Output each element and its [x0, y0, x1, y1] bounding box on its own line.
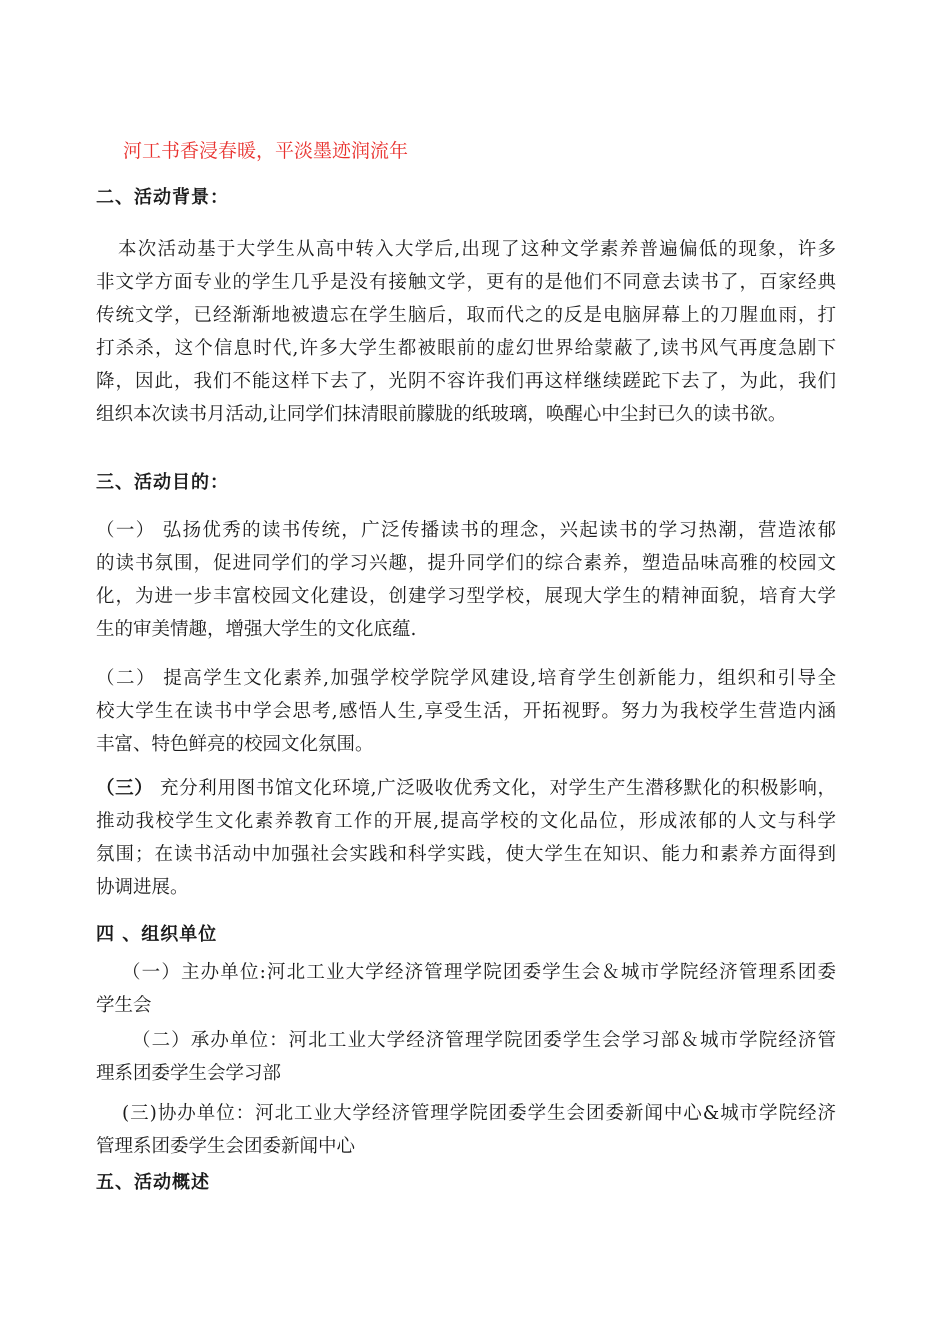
purpose-item-1-line: 的读书氛围，促进同学们的学习兴趣，提升同学们的综合素养，塑造品味高雅的校园文	[96, 553, 836, 574]
purpose-item-3	[96, 772, 836, 904]
section-2-line: 组织本次读书月活动,让同学们抹清眼前朦胧的纸玻璃，唤醒心中尘封已久的读书欲。	[96, 404, 787, 425]
organizer-unit	[96, 1024, 836, 1090]
purpose-item-2-line: 丰富、特色鲜亮的校园文化氛围。	[96, 734, 374, 755]
host-unit	[96, 956, 836, 1022]
organizer-unit-line: 理系团委学生会学习部	[96, 1063, 282, 1084]
purpose-item-1-line: （一） 弘扬优秀的读书传统，广泛传播读书的理念，兴起读书的学习热潮，营造浓郁	[96, 520, 836, 541]
purpose-item-3-line: 推动我校学生文化素养教育工作的开展,提高学校的文化品位，形成浓郁的人文与科学	[96, 811, 836, 832]
co-organizer-unit	[96, 1097, 836, 1163]
purpose-item-3-line: 氛围；在读书活动中加强社会实践和科学实践，使大学生在知识、能力和素养方面得到	[96, 844, 836, 865]
co-organizer-unit-line: (三)协办单位：河北工业大学经济管理学院团委学生会团委新闻中心&城市学院经济	[122, 1103, 836, 1124]
slogan: 河工书香浸春暖，平淡墨迹润流年	[123, 140, 409, 162]
purpose-item-1-line: 化，为进一步丰富校园文化建设，创建学习型学校，展现大学生的精神面貌，培育大学	[96, 586, 836, 607]
purpose-item-3-line: 协调进展。	[96, 877, 189, 898]
purpose-item-2	[96, 662, 836, 761]
section-2-line: 降，因此，我们不能这样下去了，光阴不容许我们再这样继续蹉跎下去了，为此，我们	[96, 371, 836, 392]
purpose-item-3-text: 充分利用图书馆文化环境,广泛吸收优秀文化，对学生产生潜移默化的积极影响，	[153, 778, 836, 799]
section-2-line: 本次活动基于大学生从高中转入大学后,出现了这种文学素养普遍偏低的现象，许多	[118, 239, 836, 260]
purpose-item-3-line	[96, 772, 836, 805]
host-unit-line: （一）主办单位:河北工业大学经济管理学院团委学生会＆城市学院经济管理系团委	[122, 962, 836, 983]
section-3-heading: 三、活动目的：	[96, 472, 229, 493]
section-2-heading: 二、活动背景：	[96, 187, 229, 208]
purpose-item-2-line: 校大学生在读书中学会思考,感悟人生,享受生活，开拓视野。努力为我校学生营造内涵	[96, 701, 836, 722]
purpose-item-2-line: （二） 提高学生文化素养,加强学校学院学风建设,培育学生创新能力，组织和引导全	[96, 668, 836, 689]
host-unit-line: 学生会	[96, 995, 152, 1016]
organizer-unit-line: （二）承办单位：河北工业大学经济管理学院团委学生会学习部＆城市学院经济管	[132, 1030, 836, 1051]
section-4-heading: 四 、组织单位	[96, 924, 218, 945]
section-2-line: 打杀杀，这个信息时代,许多大学生都被眼前的虚幻世界给蒙蔽了,读书风气再度急剧下	[96, 338, 836, 359]
purpose-item-1	[96, 514, 836, 646]
section-2-line: 非文学方面专业的学生几乎是没有接触文学，更有的是他们不同意去读书了，百家经典	[96, 272, 836, 293]
purpose-item-3-mark: （三）	[96, 778, 154, 799]
co-organizer-unit-line: 管理系团委学生会团委新闻中心	[96, 1136, 356, 1157]
purpose-item-1-line: 生的审美情趣，增强大学生的文化底蕴.	[96, 619, 417, 640]
section-2-line: 传统文学，已经渐渐地被遗忘在学生脑后，取而代之的反是电脑屏幕上的刀腥血雨，打	[96, 305, 836, 326]
section-5-heading: 五、活动概述	[96, 1172, 210, 1193]
section-2-body	[96, 233, 836, 431]
